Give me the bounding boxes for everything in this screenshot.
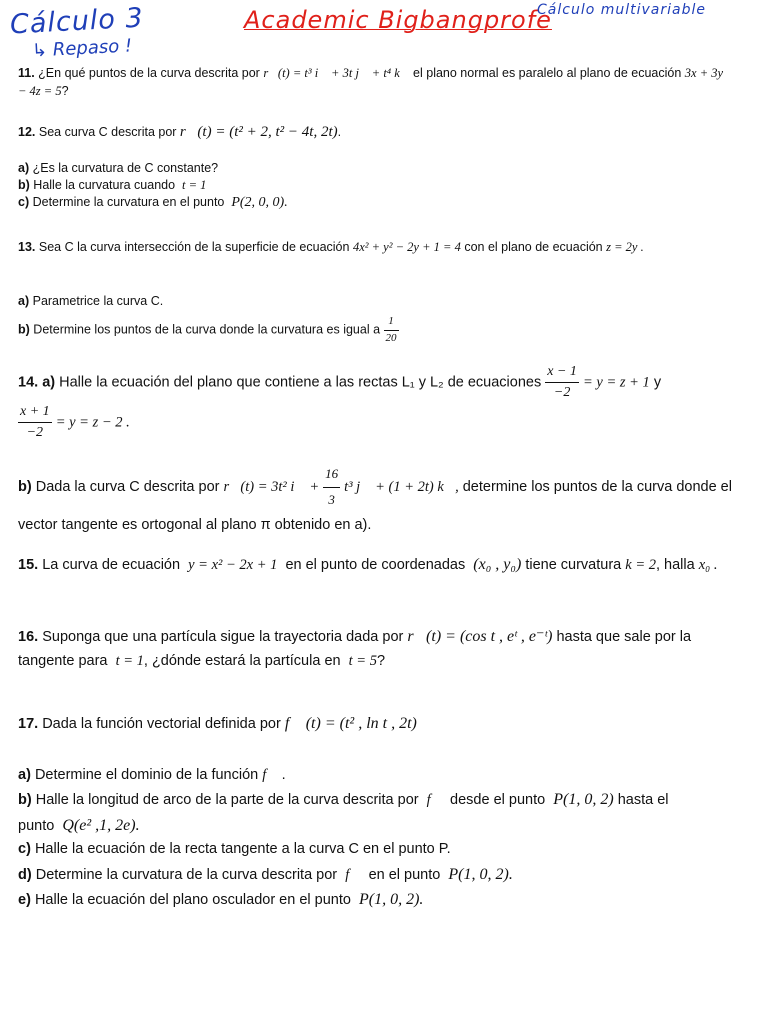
math-expression: t = 1 bbox=[115, 652, 144, 669]
problem-text: , ¿dónde estará la partícula en bbox=[143, 652, 341, 669]
problem-text: con el plano de ecuación bbox=[464, 240, 603, 254]
problem-13-part-b bbox=[18, 314, 732, 347]
problem-number: 14. bbox=[18, 374, 39, 391]
problem-text: el plano normal es paralelo al plano de ecuación bbox=[413, 66, 682, 80]
math-expression: P(2, 0, 0). bbox=[231, 194, 288, 210]
part-text: en el punto bbox=[368, 866, 441, 883]
problem-13-part-a bbox=[18, 292, 732, 310]
part-text: Determine la curvatura en el punto bbox=[32, 194, 225, 209]
problem-text: determine los puntos de la curva donde el vector tangente es ortogonal al plano π obtenido en a). bbox=[18, 479, 732, 534]
part-label: a) bbox=[42, 374, 56, 391]
plane-equation: z = 2y . bbox=[606, 240, 644, 254]
surface-equation: 4x² + y² − 2y + 1 = 4 bbox=[352, 240, 461, 254]
math-expression: x₀ . bbox=[698, 557, 718, 573]
numerator: 16 bbox=[323, 462, 340, 488]
part-text: ¿Es la curvatura de C constante? bbox=[32, 161, 219, 175]
problem-text: Sea C la curva intersección de la superficie de ecuación bbox=[38, 240, 350, 254]
math-expression: P(1, 0, 2) bbox=[553, 791, 614, 809]
review-note: ↳ Repaso ! bbox=[31, 35, 133, 62]
part-e bbox=[18, 887, 732, 913]
problem-11 bbox=[18, 64, 732, 100]
math-expression: f⃗ bbox=[345, 866, 361, 883]
problem-14-part-a bbox=[18, 362, 732, 404]
part-b bbox=[18, 787, 732, 838]
part-c bbox=[18, 838, 732, 861]
part-text: Halle la ecuación de la recta tangente a la curva C en el punto P. bbox=[34, 841, 451, 858]
problem-12 bbox=[18, 122, 732, 144]
math-expression: t = 5 bbox=[348, 652, 377, 669]
part-label: d) bbox=[18, 866, 32, 883]
part-text: Determine el dominio de la función bbox=[34, 767, 259, 783]
math-expression: t = 1 bbox=[182, 177, 207, 192]
fraction bbox=[384, 314, 399, 347]
problem-text: Dada la curva C descrita por bbox=[35, 479, 220, 496]
math-expression: r⃗(t) = (cos t , eᵗ , e⁻ᵗ) bbox=[407, 628, 553, 645]
subject-note: Cálculo multivariable bbox=[537, 2, 706, 18]
denominator: −2 bbox=[26, 425, 44, 441]
problem-number: 17. bbox=[18, 716, 39, 732]
academic-brand: Academic Bigbangprofe bbox=[244, 6, 552, 34]
math-expression: (x₀ , y₀) bbox=[473, 556, 522, 573]
problem-number: 16. bbox=[18, 629, 39, 645]
part-text: desde el punto bbox=[450, 792, 546, 809]
numerator: x − 1 bbox=[545, 362, 579, 383]
problem-text: Sea curva C descrita por bbox=[38, 125, 177, 139]
math-expression: = y = z + 1 bbox=[582, 374, 650, 391]
part-text: Halle la ecuación del plano osculador en el punto bbox=[34, 892, 351, 909]
problem-17 bbox=[18, 712, 732, 735]
problem-number: 11. bbox=[18, 66, 35, 80]
problem-16 bbox=[18, 624, 732, 673]
part-a bbox=[18, 764, 732, 787]
problem-13 bbox=[18, 238, 732, 256]
problem-number: 13. bbox=[18, 240, 36, 254]
part-label: e) bbox=[18, 892, 31, 909]
math-expression: Q(e² ,1, 2e). bbox=[62, 816, 140, 834]
part-text: . bbox=[281, 767, 286, 783]
problem-number: 15. bbox=[18, 557, 39, 573]
part-d bbox=[18, 862, 732, 888]
curve-equation: r⃗(t) = (t² + 2, t² − 4t, 2t) bbox=[179, 124, 338, 140]
problem-text: tiene curvatura bbox=[525, 557, 622, 573]
problem-text: La curva de ecuación bbox=[42, 557, 181, 573]
problem-text: Suponga que una partícula sigue la trayectoria dada por bbox=[42, 629, 404, 645]
problem-text: , halla bbox=[656, 557, 695, 573]
problem-text: ¿En qué puntos de la curva descrita por bbox=[38, 66, 260, 80]
math-expression: r⃗(t) = 3t² i⃗ + bbox=[223, 479, 320, 496]
problem-14-part-b bbox=[18, 462, 732, 540]
math-expression: P(1, 0, 2). bbox=[359, 891, 424, 909]
problem-text: Dada la función vectorial definida por bbox=[42, 716, 281, 732]
problem-17-parts bbox=[18, 764, 732, 913]
problem-text: . bbox=[337, 125, 342, 139]
part-label: a) bbox=[18, 161, 30, 175]
numerator: x + 1 bbox=[18, 402, 52, 423]
problem-number: 12. bbox=[18, 125, 36, 139]
part-text: Determine los puntos de la curva donde la curvatura es igual a bbox=[33, 322, 381, 337]
part-label: b) bbox=[18, 479, 32, 496]
part-text: hasta el punto bbox=[18, 792, 669, 834]
denominator: 20 bbox=[385, 331, 397, 344]
problem-15 bbox=[18, 552, 732, 578]
math-expression: f⃗ bbox=[426, 792, 442, 809]
part-label: b) bbox=[18, 322, 30, 337]
problem-14-line-2 bbox=[18, 402, 732, 444]
numerator: 1 bbox=[384, 314, 399, 331]
part-b bbox=[18, 177, 732, 194]
part-text: Halle la curvatura cuando bbox=[33, 177, 176, 192]
math-expression: t³ j⃗ + (1 + 2t) k⃗, bbox=[344, 479, 459, 496]
math-expression: P(1, 0, 2). bbox=[448, 865, 513, 883]
part-a bbox=[18, 160, 732, 177]
curve-equation: r⃗(t) = t³ i⃗ + 3t j⃗ + t⁴ k⃗ bbox=[263, 66, 410, 80]
course-title: Cálculo 3 bbox=[9, 2, 145, 41]
problem-text: Halle la ecuación del plano que contiene a las rectas L₁ y L₂ de ecuaciones bbox=[59, 374, 542, 391]
part-text: Determine la curvatura de la curva descrita por bbox=[35, 866, 338, 883]
denominator: −2 bbox=[553, 385, 571, 401]
problem-text: y bbox=[653, 374, 662, 391]
fraction bbox=[545, 362, 579, 404]
fraction bbox=[18, 402, 52, 444]
part-label: a) bbox=[18, 294, 30, 308]
part-label: b) bbox=[18, 177, 30, 192]
part-text: Parametrice la curva C. bbox=[32, 294, 164, 308]
math-expression: y = x² − 2x + 1 bbox=[188, 557, 278, 573]
problem-text: hasta que sale por la tangente para bbox=[18, 629, 692, 669]
part-label: b) bbox=[18, 792, 32, 809]
plane-equation: 3x + 3y − 4z = 5 bbox=[18, 66, 724, 99]
math-expression: k = 2 bbox=[625, 557, 656, 573]
problem-text: en el punto de coordenadas bbox=[285, 557, 466, 573]
part-text: Halle la longitud de arco de la parte de la curva descrita por bbox=[35, 792, 419, 809]
problem-12-parts bbox=[18, 160, 732, 213]
part-label: a) bbox=[18, 767, 31, 783]
part-label: c) bbox=[18, 841, 31, 858]
problem-text: ? bbox=[61, 84, 69, 99]
fraction bbox=[323, 462, 340, 512]
part-label: c) bbox=[18, 194, 30, 209]
math-expression: f⃗ (t) = (t² , ln t , 2t) bbox=[284, 715, 417, 732]
math-expression: = y = z − 2 . bbox=[55, 414, 130, 431]
denominator: 3 bbox=[328, 491, 335, 507]
problem-text: ? bbox=[376, 652, 386, 669]
math-expression: f⃗ bbox=[262, 767, 278, 783]
part-c bbox=[18, 194, 732, 213]
